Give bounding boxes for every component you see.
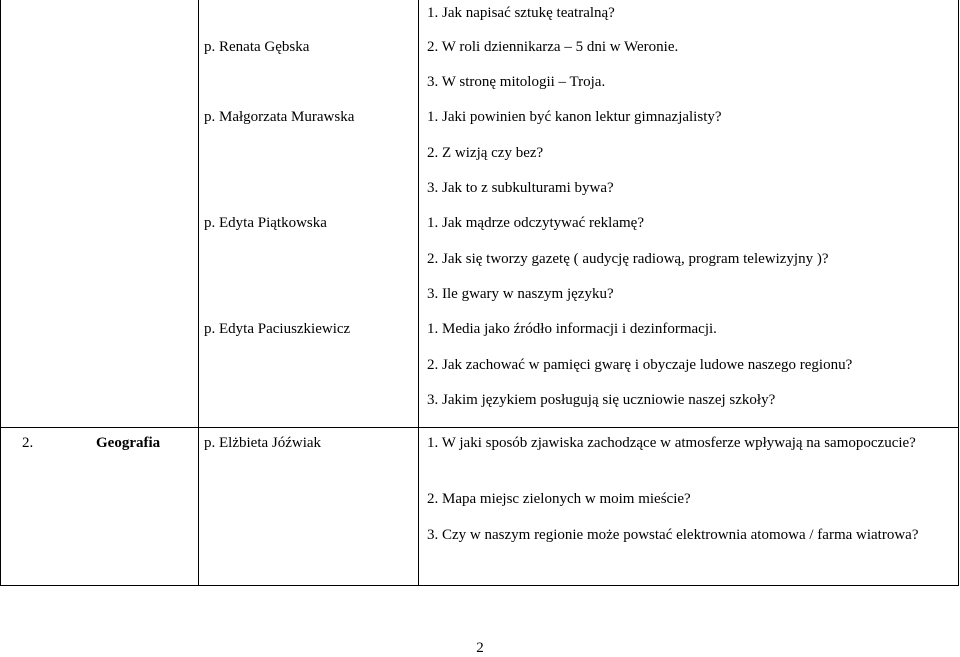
subject-name: Geografia bbox=[96, 435, 161, 451]
topic-item: 2. Jak się tworzy gazetę ( audycję radiową, program telewizyjny )? bbox=[427, 251, 829, 267]
teacher-name: p. Małgorzata Murawska bbox=[204, 109, 355, 125]
column-divider-subject bbox=[198, 0, 199, 586]
topic-item: 2. Z wizją czy bez? bbox=[427, 145, 544, 161]
row-divider bbox=[0, 427, 959, 428]
topic-item: 1. Media jako źródło informacji i dezinformacji. bbox=[427, 321, 717, 337]
topic-item: 3. Jakim językiem posługują się uczniowie naszej szkoły? bbox=[427, 392, 776, 408]
topic-item: 1. W jaki sposób zjawiska zachodzące w atmosferze wpływają na samopoczucie? bbox=[427, 435, 916, 451]
teacher-name: p. Renata Gębska bbox=[204, 39, 310, 55]
teacher-name: p. Edyta Paciuszkiewicz bbox=[204, 321, 351, 337]
row-number: 2. bbox=[22, 435, 34, 451]
table-border-bottom bbox=[0, 585, 959, 586]
topic-item: 1. Jak napisać sztukę teatralną? bbox=[427, 5, 615, 21]
table-border-right bbox=[958, 0, 959, 586]
topic-item: 2. Mapa miejsc zielonych w moim mieście? bbox=[427, 491, 691, 507]
table-border-left bbox=[0, 0, 1, 586]
column-divider-teacher bbox=[418, 0, 419, 586]
teacher-name: p. Elżbieta Jóźwiak bbox=[204, 435, 322, 451]
topic-item: 3. Czy w naszym regionie może powstać elektrownia atomowa / farma wiatrowa? bbox=[427, 527, 919, 543]
topic-item: 1. Jaki powinien być kanon lektur gimnazjalisty? bbox=[427, 109, 722, 125]
topic-item: 2. Jak zachować w pamięci gwarę i obyczaje ludowe naszego regionu? bbox=[427, 357, 853, 373]
page-number: 2 bbox=[476, 640, 484, 656]
teacher-name: p. Edyta Piątkowska bbox=[204, 215, 327, 231]
topic-item: 3. Ile gwary w naszym języku? bbox=[427, 286, 614, 302]
topic-item: 3. W stronę mitologii – Troja. bbox=[427, 74, 606, 90]
topic-item: 2. W roli dziennikarza – 5 dni w Weronie. bbox=[427, 39, 679, 55]
topic-item: 1. Jak mądrze odczytywać reklamę? bbox=[427, 215, 644, 231]
topic-item: 3. Jak to z subkulturami bywa? bbox=[427, 180, 614, 196]
